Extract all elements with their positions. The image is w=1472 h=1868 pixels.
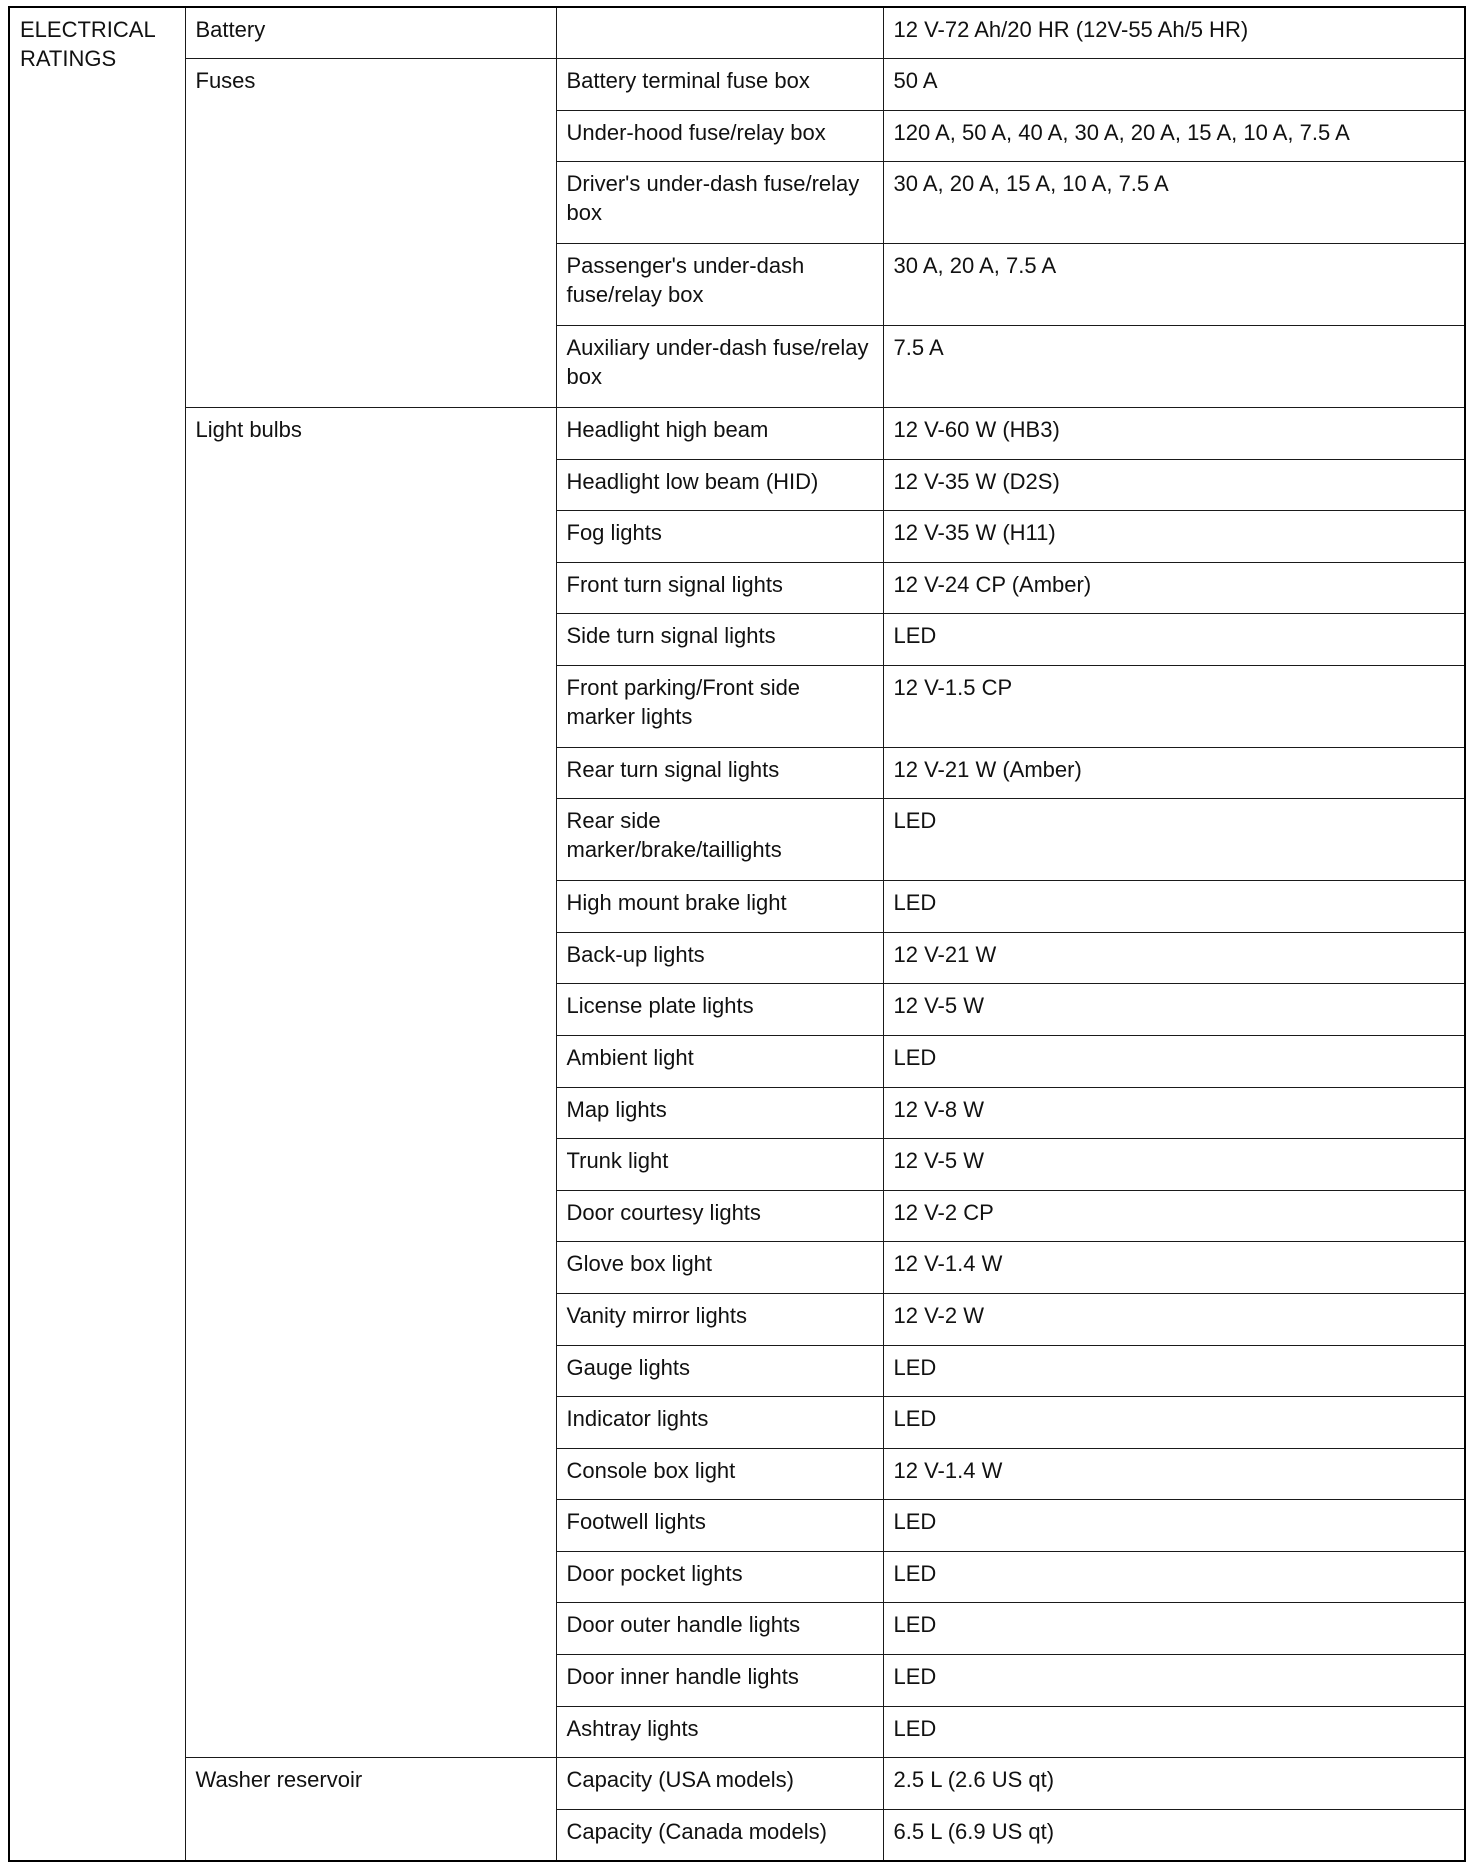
item-cell: Indicator lights <box>556 1397 883 1449</box>
value-cell: 12 V-35 W (D2S) <box>883 459 1465 511</box>
value-cell: LED <box>883 1551 1465 1603</box>
value-cell: LED <box>883 614 1465 666</box>
item-cell: Rear turn signal lights <box>556 747 883 799</box>
value-cell: LED <box>883 881 1465 933</box>
item-cell: Door inner handle lights <box>556 1654 883 1706</box>
value-cell: 7.5 A <box>883 326 1465 408</box>
value-cell: 12 V-72 Ah/20 HR (12V-55 Ah/5 HR) <box>883 7 1465 59</box>
value-cell: 6.5 L (6.9 US qt) <box>883 1809 1465 1861</box>
section-label: ELECTRICAL RATINGS <box>9 7 185 1861</box>
value-cell: LED <box>883 1397 1465 1449</box>
item-cell: Under-hood fuse/relay box <box>556 110 883 162</box>
table-row <box>9 7 1465 59</box>
item-cell: Auxiliary under-dash fuse/relay box <box>556 326 883 408</box>
item-cell: Console box light <box>556 1448 883 1500</box>
value-cell: 12 V-5 W <box>883 1139 1465 1191</box>
item-cell: Rear side marker/brake/taillights <box>556 799 883 881</box>
value-cell: 12 V-2 CP <box>883 1190 1465 1242</box>
group-label-washer-reservoir: Washer reservoir <box>185 1758 556 1861</box>
item-cell: Gauge lights <box>556 1345 883 1397</box>
item-cell: Ambient light <box>556 1036 883 1088</box>
item-cell: Map lights <box>556 1087 883 1139</box>
value-cell: LED <box>883 1706 1465 1758</box>
item-cell: Driver's under-dash fuse/relay box <box>556 162 883 244</box>
value-cell: LED <box>883 1345 1465 1397</box>
value-cell: 120 A, 50 A, 40 A, 30 A, 20 A, 15 A, 10 A, 7.5 A <box>883 110 1465 162</box>
value-cell: LED <box>883 1654 1465 1706</box>
item-cell: Back-up lights <box>556 932 883 984</box>
value-cell: 12 V-2 W <box>883 1293 1465 1345</box>
item-cell: Vanity mirror lights <box>556 1293 883 1345</box>
value-cell: 12 V-1.5 CP <box>883 665 1465 747</box>
item-cell: Fog lights <box>556 511 883 563</box>
value-cell: 12 V-1.4 W <box>883 1448 1465 1500</box>
value-cell: 12 V-8 W <box>883 1087 1465 1139</box>
item-cell: Headlight low beam (HID) <box>556 459 883 511</box>
value-cell: 50 A <box>883 59 1465 111</box>
value-cell: 30 A, 20 A, 7.5 A <box>883 244 1465 326</box>
value-cell: 12 V-21 W <box>883 932 1465 984</box>
item-cell <box>556 7 883 59</box>
item-cell: Front parking/Front side marker lights <box>556 665 883 747</box>
table-row <box>9 408 1465 460</box>
value-cell: 12 V-60 W (HB3) <box>883 408 1465 460</box>
item-cell: Passenger's under-dash fuse/relay box <box>556 244 883 326</box>
value-cell: 30 A, 20 A, 15 A, 10 A, 7.5 A <box>883 162 1465 244</box>
item-cell: High mount brake light <box>556 881 883 933</box>
item-cell: Capacity (Canada models) <box>556 1809 883 1861</box>
item-cell: Trunk light <box>556 1139 883 1191</box>
item-cell: Battery terminal fuse box <box>556 59 883 111</box>
item-cell: Door pocket lights <box>556 1551 883 1603</box>
group-label-battery: Battery <box>185 7 556 59</box>
table-row <box>9 1758 1465 1810</box>
value-cell: 12 V-24 CP (Amber) <box>883 562 1465 614</box>
value-cell: 12 V-21 W (Amber) <box>883 747 1465 799</box>
item-cell: Side turn signal lights <box>556 614 883 666</box>
item-cell: Front turn signal lights <box>556 562 883 614</box>
value-cell: LED <box>883 1500 1465 1552</box>
value-cell: 2.5 L (2.6 US qt) <box>883 1758 1465 1810</box>
value-cell: 12 V-1.4 W <box>883 1242 1465 1294</box>
item-cell: Door courtesy lights <box>556 1190 883 1242</box>
item-cell: Door outer handle lights <box>556 1603 883 1655</box>
group-label-fuses: Fuses <box>185 59 556 408</box>
value-cell: LED <box>883 1603 1465 1655</box>
group-label-light-bulbs: Light bulbs <box>185 408 556 1758</box>
item-cell: Headlight high beam <box>556 408 883 460</box>
value-cell: 12 V-5 W <box>883 984 1465 1036</box>
item-cell: License plate lights <box>556 984 883 1036</box>
table-body <box>9 7 1465 1861</box>
electrical-ratings-table <box>8 6 1466 1862</box>
table-row <box>9 59 1465 111</box>
item-cell: Capacity (USA models) <box>556 1758 883 1810</box>
value-cell: LED <box>883 1036 1465 1088</box>
value-cell: 12 V-35 W (H11) <box>883 511 1465 563</box>
item-cell: Glove box light <box>556 1242 883 1294</box>
item-cell: Ashtray lights <box>556 1706 883 1758</box>
item-cell: Footwell lights <box>556 1500 883 1552</box>
value-cell: LED <box>883 799 1465 881</box>
